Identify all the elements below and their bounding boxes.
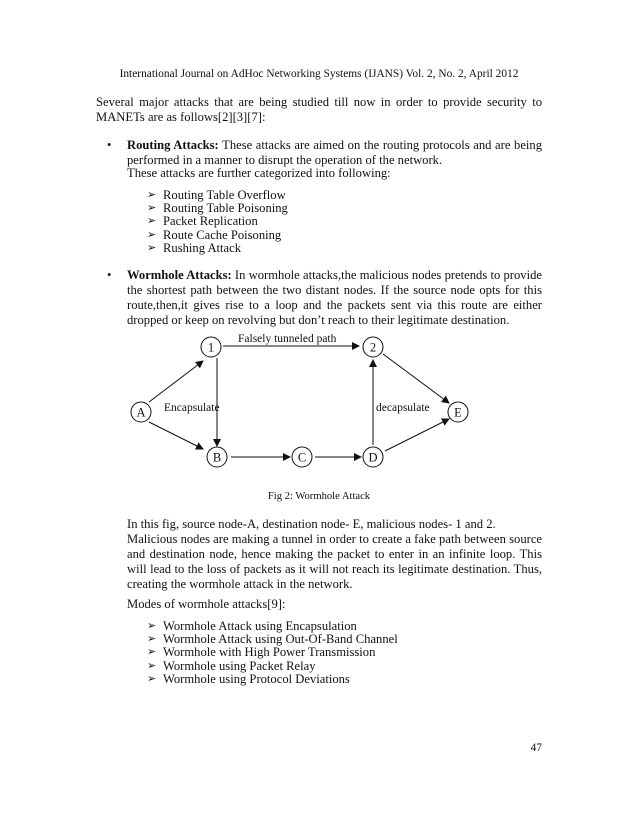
edge-a-1 bbox=[149, 361, 203, 402]
routing-bullet: • bbox=[107, 138, 112, 152]
arrow-bullet-icon: ➢ bbox=[147, 659, 157, 672]
wormhole-bullet: • bbox=[107, 268, 112, 282]
node-2-label: 2 bbox=[369, 340, 377, 355]
explain-paragraph: Malicious nodes are making a tunnel in order to create a fake path between source and destination node, hence making the packet to enter in an infinite loop. This will lead to the loss of packets as it will not reach its legitimate destination. Thus, creating the wormhole attack in the network. bbox=[127, 532, 542, 591]
arrow-bullet-icon: ➢ bbox=[147, 241, 157, 254]
page-number: 47 bbox=[530, 742, 542, 754]
explain-line-1: In this fig, source node-A, destination node- E, malicious nodes- 1 and 2. bbox=[127, 517, 496, 531]
node-a-label: A bbox=[136, 405, 146, 420]
list-item: ➢ Routing Table Poisoning bbox=[147, 201, 288, 216]
node-1-label: 1 bbox=[207, 340, 215, 355]
arrow-bullet-icon: ➢ bbox=[147, 620, 157, 632]
list-item: ➢ Wormhole Attack using Encapsulation bbox=[147, 619, 357, 633]
routing-text: These attacks are aimed on the routing protocols and are being performed in a manner to disrupt the operation of the network. bbox=[127, 138, 542, 167]
list-item: ➢ Wormhole Attack using Out-Of-Band Channel bbox=[147, 632, 398, 647]
arrow-bullet-icon: ➢ bbox=[147, 646, 157, 659]
arrow-bullet-icon: ➢ bbox=[147, 202, 157, 215]
arrow-bullet-icon: ➢ bbox=[147, 672, 157, 685]
intro-paragraph: Several major attacks that are being studied till now in order to provide security to MANETs are as follows[2][3][7]: bbox=[96, 95, 542, 124]
figure-caption: Fig 2: Wormhole Attack bbox=[267, 491, 371, 502]
arrow-bullet-icon: ➢ bbox=[147, 215, 157, 228]
node-d-label: D bbox=[368, 450, 378, 465]
routing-sub: These attacks are further categorized into following: bbox=[127, 166, 391, 180]
encapsulate-label: Encapsulate bbox=[164, 402, 220, 414]
modes-title: Modes of wormhole attacks[9]: bbox=[127, 597, 286, 611]
routing-title: Routing Attacks: bbox=[127, 138, 219, 152]
list-item: ➢ Route Cache Poisoning bbox=[147, 227, 282, 242]
list-item: ➢ Rushing Attack bbox=[147, 240, 242, 255]
node-c-label: C bbox=[297, 450, 307, 465]
tunnel-label: Falsely tunneled path bbox=[238, 333, 337, 345]
edge-a-b bbox=[149, 422, 203, 449]
wormhole-title: Wormhole Attacks: bbox=[127, 268, 232, 282]
node-b-label: B bbox=[212, 450, 222, 465]
list-item: ➢ Wormhole with High Power Transmission bbox=[147, 645, 376, 660]
decapsulate-label: decapsulate bbox=[376, 402, 430, 414]
list-item: ➢ Packet Replication bbox=[147, 214, 258, 229]
arrow-bullet-icon: ➢ bbox=[147, 228, 157, 241]
arrow-bullet-icon: ➢ bbox=[147, 189, 157, 201]
modes-list bbox=[147, 620, 398, 686]
list-item: ➢ Wormhole using Packet Relay bbox=[147, 658, 316, 673]
edge-d-e bbox=[385, 419, 449, 451]
node-e-label: E bbox=[454, 405, 462, 420]
edge-2-e bbox=[383, 354, 449, 403]
list-item: ➢ Wormhole using Protocol Deviations bbox=[147, 671, 350, 686]
wormhole-text: In wormhole attacks,the malicious nodes pretends to provide the shortest path between the two distant nodes. If the source node opts for this route,then,it gives rise to a loop and the packets sent via this route are either dropped or keep on revolving but don’t reach to their legitimate destination. bbox=[127, 268, 542, 327]
arrow-bullet-icon: ➢ bbox=[147, 633, 157, 646]
list-item: ➢ Routing Table Overflow bbox=[147, 188, 286, 202]
journal-header: International Journal on AdHoc Networking Systems (IJANS) Vol. 2, No. 2, April 2012 bbox=[119, 68, 519, 80]
